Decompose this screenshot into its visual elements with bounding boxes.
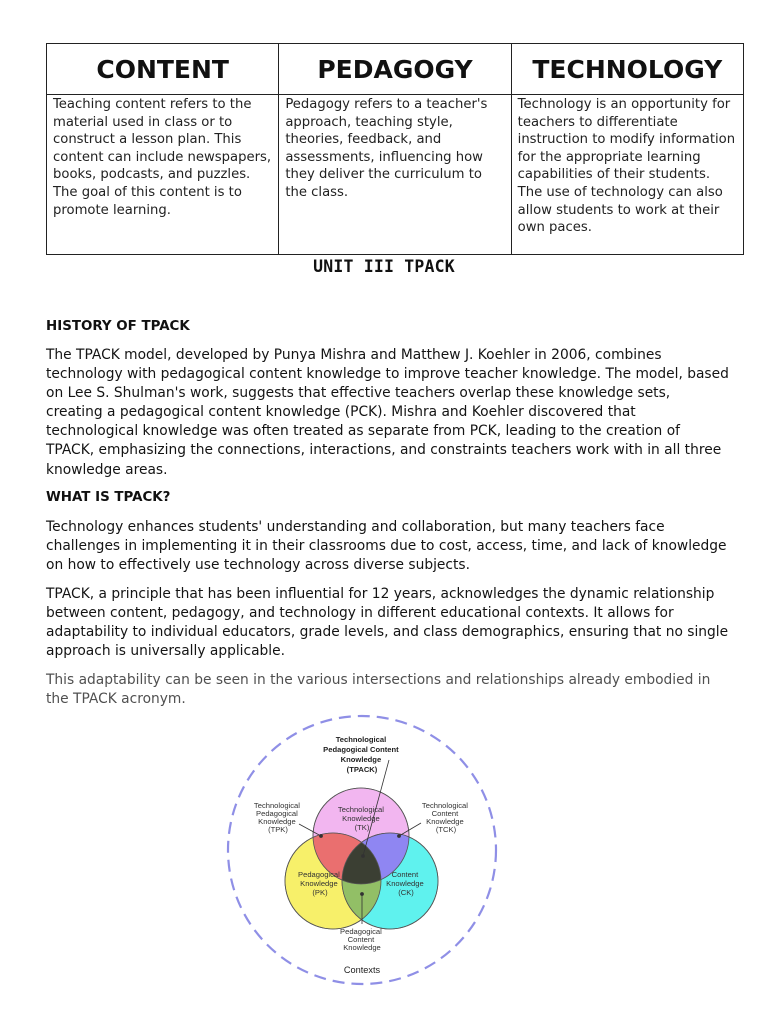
what-is-paragraph-3: This adaptability can be seen in the various intersections and relationships already embodied in the TPACK acronym.: [46, 672, 711, 708]
what-is-paragraph-2: TPACK, a principle that has been influential for 12 years, acknowledges the dynamic relationship between content, pedagogy, and technology in different educational contexts. It allows for adaptability to individual educators, grade levels, and class demographics, ensuring that no single approach is universally applicable.: [46, 586, 729, 660]
what-is-heading: WHAT IS TPACK?: [46, 490, 171, 505]
content-description: Teaching content refers to the material used in class or to construct a lesson plan. This content can include newspapers, books, podcasts, and puzzles. The goal of this content is to promote learning.: [47, 95, 279, 255]
tpack-venn-diagram: [220, 710, 504, 990]
pck-pointer-dot: [361, 893, 364, 896]
what-is-paragraph-1: Technology enhances students' understanding and collaboration, but many teachers face challenges in implementing it in their classrooms due to cost, access, time, and lack of knowledge on how to effectively use technology across diverse subjects.: [46, 519, 727, 574]
pk-label: Pedagogical Knowledge (PK): [298, 870, 340, 897]
contexts-label: Contexts: [343, 965, 381, 975]
table-row: [47, 95, 744, 255]
history-heading: HISTORY OF TPACK: [46, 319, 190, 334]
unit-title: UNIT III TPACK: [313, 257, 455, 276]
tck-pointer-dot: [398, 835, 401, 838]
tpack-label: Technological Pedagogical Content Knowledge (TPACK): [323, 735, 399, 774]
pck-label: Pedagogical Content Knowledge: [340, 927, 382, 952]
pedagogy-description: Pedagogy refers to a teacher's approach, teaching style, theories, feedback, and assessments, influencing how they deliver the curriculum to the class.: [279, 95, 511, 255]
header-content: CONTENT: [47, 44, 279, 95]
tpack-pointer-dot: [362, 855, 365, 858]
tk-label: Technological Knowledge (TK): [337, 805, 384, 832]
tck-label: Technological Content Knowledge (TCK): [421, 801, 468, 834]
technology-description: Technology is an opportunity for teachers to differentiate instruction to modify information for the appropriate learning capabilities of their students. The use of technology can also allow students to work at their own paces.: [511, 95, 743, 255]
tpk-label: Technological Pedagogical Knowledge (TPK): [253, 801, 300, 834]
tpk-pointer-dot: [320, 835, 323, 838]
header-pedagogy: PEDAGOGY: [279, 44, 511, 95]
history-paragraph: The TPACK model, developed by Punya Mishra and Matthew J. Koehler in 2006, combines technology with pedagogical content knowledge to improve teacher knowledge. The model, based on Lee S. Shulman's work, suggests that effective teachers overlap these knowledge sets, creating a pedagogical content knowledge (PCK). Mishra and Koehler discovered that technological knowledge was often treated as separate from PCK, leading to the creation of TPACK, emphasizing the connections, interactions, and constraints teachers work with in all three knowledge areas.: [46, 347, 729, 478]
ck-label: Content Knowledge (CK): [386, 870, 424, 897]
table-header-row: [47, 44, 744, 95]
tpack-components-table: [46, 43, 744, 255]
header-technology: TECHNOLOGY: [511, 44, 743, 95]
